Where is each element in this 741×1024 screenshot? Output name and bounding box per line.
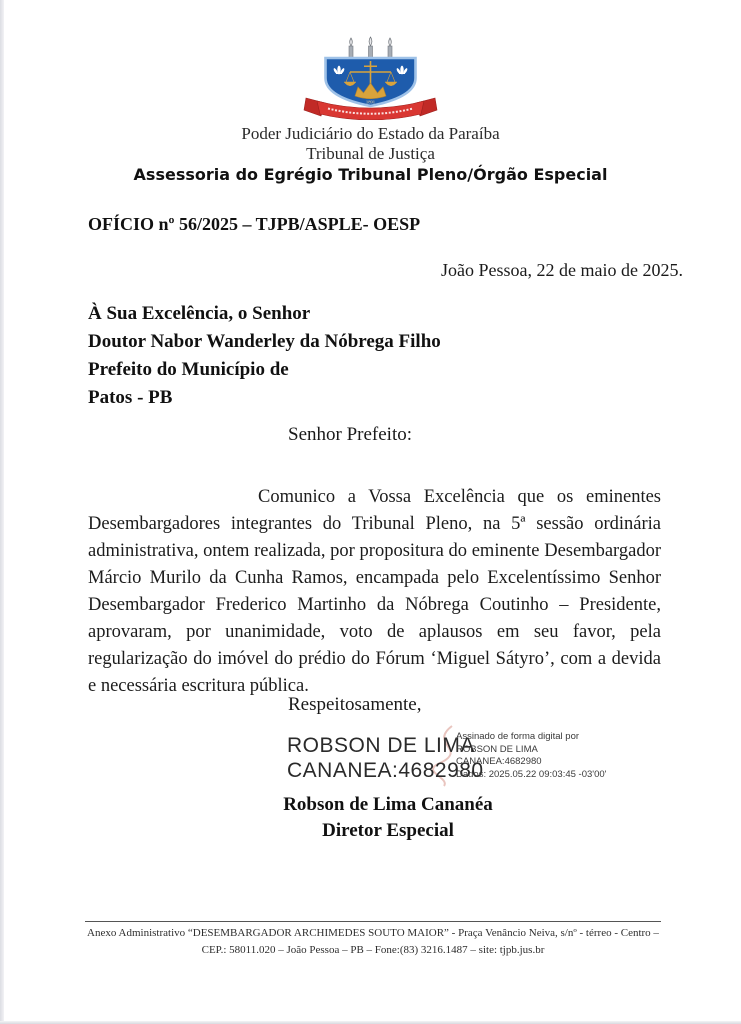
body-paragraph: Comunico a Vossa Excelência que os eminentes Desembargadores integrantes do Tribunal Pleno, na 5ª sessão ordinária administrativa, ontem realizada, por propositura do eminente Desembargador Márcio Murilo da Cunha Ramos, encampada pelo Excelentíssimo Senhor Desembargador Frederico Martinho da Nóbrega Coutinho – Presidente, aprovaram, por unanimidade, voto de aplausos em seu favor, pela regularização do imóvel do prédio do Fórum ‘Miguel Sátyro’, com a devida e necessária escritura pública.: [88, 487, 661, 696]
digital-signature-detail-line: ROBSON DE LIMA: [456, 743, 538, 755]
org-name-line2: Tribunal de Justiça: [306, 144, 435, 163]
emblem-year: 1891: [365, 99, 376, 105]
footer-address: [85, 921, 661, 959]
addressee-line: Prefeito do Município de: [88, 359, 289, 380]
digital-signature-details: [456, 731, 606, 781]
addressee-block: [88, 300, 441, 412]
letterhead: [0, 124, 741, 186]
addressee-line: À Sua Excelência, o Senhor: [88, 303, 311, 324]
signer-name: Robson de Lima Cananéa: [283, 794, 493, 815]
addressee-line: Patos - PB: [88, 387, 173, 408]
digital-signature-detail-line: CANANEA:4682980: [456, 756, 542, 767]
digital-signature-detail-line: Dados: 2025.05.22 09:03:45 -03'00': [456, 768, 607, 780]
org-name-line1: Poder Judiciário do Estado da Paraíba: [241, 124, 500, 143]
digital-signature-name-line2: CANANEA:4682980: [287, 759, 484, 782]
signer-title: Diretor Especial: [322, 820, 454, 841]
coat-of-arms-icon: [303, 36, 438, 120]
torch-icons: [349, 37, 392, 58]
digital-signature-detail-line: Assinado de forma digital por: [456, 731, 580, 742]
salutation: Senhor Prefeito:: [288, 424, 413, 445]
digital-signature-name: [287, 733, 484, 783]
closing: Respeitosamente,: [288, 694, 422, 715]
document-reference: OFÍCIO nº 56/2025 – TJPB/ASPLE- OESP: [88, 214, 421, 234]
footer-line2: CEP.: 58011.020 – João Pessoa – PB – Fone:(83) 3216.1487 – site: tjpb.jus.br: [201, 944, 545, 956]
footer-line1: Anexo Administrativo “DESEMBARGADOR ARCHIMEDES SOUTO MAIOR” - Praça Venâncio Neiva, s/nº - térreo - Centro –: [87, 927, 659, 939]
department-name: Assessoria do Egrégio Tribunal Pleno/Órgão Especial: [133, 165, 608, 184]
digital-signature-name-line1: ROBSON DE LIMA: [287, 734, 475, 757]
dateline: João Pessoa, 22 de maio de 2025.: [441, 260, 683, 280]
addressee-line: Doutor Nabor Wanderley da Nóbrega Filho: [88, 331, 441, 352]
